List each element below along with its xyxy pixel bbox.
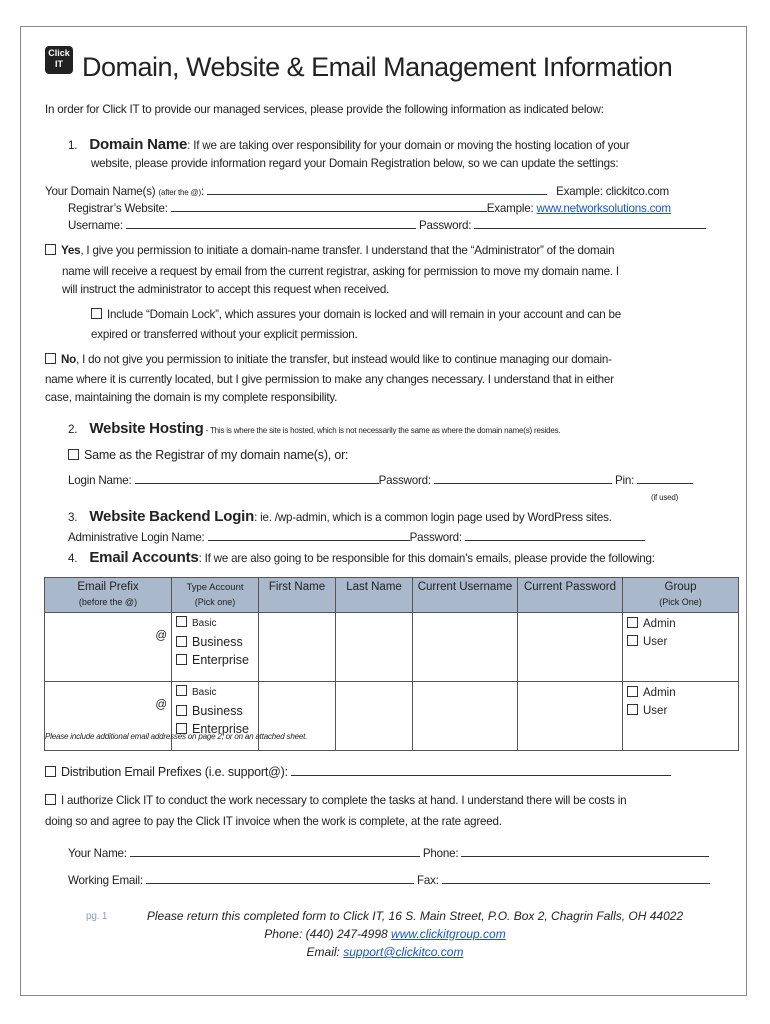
admin-login-field[interactable] [208, 530, 410, 541]
type-enterprise[interactable]: Enterprise [176, 720, 254, 738]
col-group: Group (Pick One) [623, 578, 739, 613]
group-admin[interactable]: Admin [627, 684, 734, 702]
last-name-cell[interactable] [336, 613, 413, 682]
type-account-cell [172, 613, 259, 682]
same-as-registrar-option[interactable]: Same as the Registrar of my domain name(s), or: [68, 448, 348, 462]
type-basic[interactable]: Basic [176, 684, 254, 702]
clickitgroup-link[interactable]: www.clickitgroup.com [391, 927, 506, 941]
page-title: Domain, Website & Email Management Information [82, 52, 673, 82]
group-user[interactable]: User [627, 702, 734, 720]
section-2-heading: 2. Website Hosting - This is where the site is hosted, which is not necessarily the same as where the domain name(s) resides. [68, 420, 561, 437]
domain-name-row: Your Domain Name(s) (after the @): Example: clickitco.com [45, 185, 669, 198]
section-1-line1: 1. Domain Name: If we are taking over responsibility for your domain or moving the hosting location of your [68, 136, 630, 153]
first-name-cell[interactable] [259, 613, 336, 682]
col-current-username: Current Username [413, 578, 518, 613]
your-name-field[interactable] [130, 846, 420, 857]
footer-phone: Phone: (440) 247-4998 www.clickitgroup.com [264, 927, 506, 941]
authorize-option[interactable]: I authorize Click IT to conduct the work necessary to complete the tasks at hand. I understand there will be costs in [45, 794, 626, 807]
checkbox-icon[interactable] [91, 308, 102, 319]
group-cell [623, 682, 739, 751]
footer-address: Please return this completed form to Click IT, 16 S. Main Street, P.O. Box 2, Chagrin Falls, OH 44022 [146, 909, 684, 923]
registrar-row: Registrar’s Website: Example: www.networksolutions.com [68, 202, 671, 215]
type-business[interactable]: Business [176, 633, 254, 651]
password-field[interactable] [474, 218, 706, 229]
networksolutions-link[interactable]: www.networksolutions.com [536, 202, 671, 215]
yes-text-3: will instruct the administrator to accept this request when received. [62, 283, 390, 296]
col-first-name: First Name [259, 578, 336, 613]
footer-email: Email: support@clickitco.com [306, 945, 464, 959]
type-enterprise[interactable]: Enterprise [176, 651, 254, 669]
support-email-link[interactable]: support@clickitco.com [343, 945, 464, 959]
hosting-login-row: Login Name: Password: Pin: [68, 473, 693, 487]
pin-note: (if used) [651, 493, 679, 502]
yes-text-2: name will receive a request by email from the current registrar, asking for permission to move my domain name. I [62, 265, 619, 278]
group-user[interactable]: User [627, 633, 734, 651]
page-number: pg. 1 [86, 911, 108, 922]
table-row [45, 613, 739, 682]
email-prefix-cell[interactable]: @ [45, 682, 172, 751]
checkbox-icon[interactable] [45, 244, 56, 255]
col-email-prefix: Email Prefix (before the @) [45, 578, 172, 613]
col-last-name: Last Name [336, 578, 413, 613]
distribution-row: Distribution Email Prefixes (i.e. support@): [45, 765, 671, 779]
section-3-heading: 3. Website Backend Login: ie. /wp-admin, which is a common login page used by WordPress sites. [68, 508, 612, 525]
name-phone-row: Your Name: Phone: [68, 846, 709, 860]
password-cell[interactable] [518, 682, 623, 751]
checkbox-icon[interactable] [45, 794, 56, 805]
group-admin[interactable]: Admin [627, 615, 734, 633]
email-fax-row: Working Email: Fax: [68, 873, 710, 887]
fax-field[interactable] [442, 873, 710, 884]
distribution-field[interactable] [291, 765, 671, 776]
authorize-text-2: doing so and agree to pay the Click IT invoice when the work is complete, at the rate agreed. [45, 815, 502, 828]
no-transfer-option[interactable]: No, I do not give you permission to initiate the transfer, but instead would like to continue managing our domain- [45, 353, 612, 366]
email-accounts-table [44, 577, 739, 751]
hosting-login-field[interactable] [135, 473, 379, 484]
no-text-2: name where it is currently located, but I give permission to make any changes necessary. I understand that in either [45, 373, 614, 386]
click-it-logo: Click IT [45, 46, 73, 74]
backend-login-row: Administrative Login Name: Password: [68, 530, 645, 544]
section-4-heading: 4. Email Accounts: If we are also going to be responsible for this domain’s emails, please provide the following: [68, 549, 655, 566]
group-cell [623, 613, 739, 682]
username-row: Username: Password: [68, 218, 706, 232]
col-type-account: Type Account (Pick one) [172, 578, 259, 613]
no-text-3: case, maintaining the domain is my complete responsibility. [45, 391, 338, 404]
checkbox-icon[interactable] [68, 449, 79, 460]
admin-password-field[interactable] [465, 530, 645, 541]
phone-field[interactable] [461, 846, 709, 857]
domain-name-field[interactable] [207, 184, 547, 195]
checkbox-icon[interactable] [45, 766, 56, 777]
registrar-field[interactable] [171, 201, 487, 212]
intro-text: In order for Click IT to provide our managed services, please provide the following information as indicated below: [45, 103, 604, 116]
hosting-pin-field[interactable] [637, 473, 693, 484]
lock-text-2: expired or transferred without your explicit permission. [91, 328, 358, 341]
password-cell[interactable] [518, 613, 623, 682]
checkbox-icon[interactable] [45, 353, 56, 364]
table-note: Please include additional email addresses on page 2, or on an attached sheet. [45, 732, 308, 741]
table-header-row [45, 578, 739, 613]
type-basic[interactable]: Basic [176, 615, 254, 633]
col-current-password: Current Password [518, 578, 623, 613]
username-cell[interactable] [413, 613, 518, 682]
working-email-field[interactable] [146, 873, 414, 884]
yes-transfer-option[interactable]: Yes, I give you permission to initiate a domain-name transfer. I understand that the “Administrator” of the domain [45, 244, 614, 257]
username-cell[interactable] [413, 682, 518, 751]
username-field[interactable] [126, 218, 416, 229]
type-business[interactable]: Business [176, 702, 254, 720]
hosting-password-field[interactable] [434, 473, 612, 484]
domain-lock-option[interactable]: Include “Domain Lock”, which assures your domain is locked and will remain in your account and can be [91, 308, 621, 321]
last-name-cell[interactable] [336, 682, 413, 751]
email-prefix-cell[interactable]: @ [45, 613, 172, 682]
section-1-line2: website, please provide information regard your Domain Registration below, so we can update the settings: [91, 157, 619, 170]
